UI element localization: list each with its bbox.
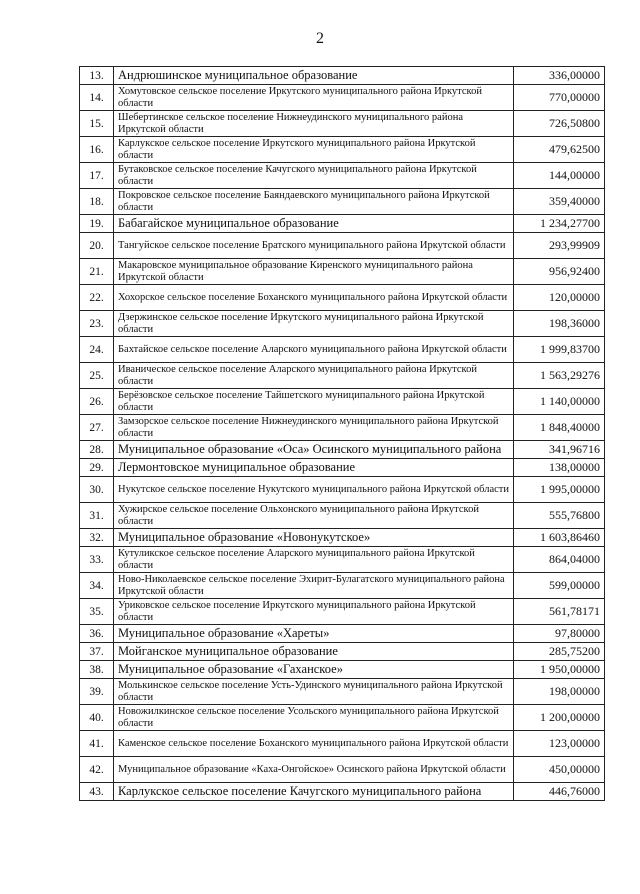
table-row — [80, 389, 605, 415]
table-row — [80, 599, 605, 625]
row-number-cell: 23. — [80, 311, 114, 337]
amount-cell: 555,76800 — [514, 503, 605, 529]
municipality-name-cell: Андрюшинское муниципальное образование — [114, 67, 514, 85]
row-number-cell: 41. — [80, 731, 114, 757]
row-number-cell: 26. — [80, 389, 114, 415]
amount-cell: 1 848,40000 — [514, 415, 605, 441]
row-number-cell: 22. — [80, 285, 114, 311]
table-row — [80, 163, 605, 189]
table-row — [80, 215, 605, 233]
amount-cell: 123,00000 — [514, 731, 605, 757]
amount-cell: 1 995,00000 — [514, 477, 605, 503]
table-row — [80, 731, 605, 757]
table-row — [80, 643, 605, 661]
municipality-name-cell: Шебертинское сельское поселение Нижнеудинского муниципального района Иркутской области — [114, 111, 514, 137]
municipality-name-cell: Хужирское сельское поселение Ольхонского муниципального района Иркутской области — [114, 503, 514, 529]
row-number-cell: 18. — [80, 189, 114, 215]
table-row — [80, 285, 605, 311]
municipality-name-cell: Иваническое сельское поселение Аларского муниципального района Иркутской области — [114, 363, 514, 389]
amount-cell: 138,00000 — [514, 459, 605, 477]
municipality-name-cell: Каменское сельское поселение Боханского муниципального района Иркутской области — [114, 731, 514, 757]
amount-cell: 285,75200 — [514, 643, 605, 661]
municipality-name-cell: Муниципальное образование «Гаханское» — [114, 661, 514, 679]
table-row — [80, 233, 605, 259]
municipality-name-cell: Бутаковское сельское поселение Качугского муниципального района Иркутской области — [114, 163, 514, 189]
amount-cell: 336,00000 — [514, 67, 605, 85]
table-row — [80, 661, 605, 679]
row-number-cell: 21. — [80, 259, 114, 285]
table-row — [80, 757, 605, 783]
municipality-name-cell: Новожилкинское сельское поселение Усольского муниципального района Иркутской области — [114, 705, 514, 731]
table-row — [80, 189, 605, 215]
table-row — [80, 679, 605, 705]
amount-cell: 450,00000 — [514, 757, 605, 783]
row-number-cell: 25. — [80, 363, 114, 389]
municipality-name-cell: Нукутское сельское поселение Нукутского муниципального района Иркутской области — [114, 477, 514, 503]
municipality-name-cell: Лермонтовское муниципальное образование — [114, 459, 514, 477]
amount-cell: 1 999,83700 — [514, 337, 605, 363]
municipality-name-cell: Молькинское сельское поселение Усть-Удинского муниципального района Иркутской области — [114, 679, 514, 705]
municipality-name-cell: Бахтайское сельское поселение Аларского муниципального района Иркутской области — [114, 337, 514, 363]
table-row — [80, 415, 605, 441]
amount-cell: 1 234,27700 — [514, 215, 605, 233]
amount-cell: 1 140,00000 — [514, 389, 605, 415]
row-number-cell: 36. — [80, 625, 114, 643]
row-number-cell: 34. — [80, 573, 114, 599]
municipality-name-cell: Уриковское сельское поселение Иркутского муниципального района Иркутской области — [114, 599, 514, 625]
table-row — [80, 137, 605, 163]
row-number-cell: 16. — [80, 137, 114, 163]
row-number-cell: 20. — [80, 233, 114, 259]
row-number-cell: 19. — [80, 215, 114, 233]
amount-cell: 479,62500 — [514, 137, 605, 163]
row-number-cell: 43. — [80, 783, 114, 801]
amount-cell: 1 563,29276 — [514, 363, 605, 389]
amount-cell: 770,00000 — [514, 85, 605, 111]
row-number-cell: 24. — [80, 337, 114, 363]
amount-cell: 293,99909 — [514, 233, 605, 259]
table-row — [80, 311, 605, 337]
municipality-name-cell: Замзорское сельское поселение Нижнеудинского муниципального района Иркутской области — [114, 415, 514, 441]
municipality-name-cell: Муниципальное образование «Хареты» — [114, 625, 514, 643]
row-number-cell: 40. — [80, 705, 114, 731]
row-number-cell: 33. — [80, 547, 114, 573]
table-body — [80, 67, 605, 801]
municipality-name-cell: Муниципальное образование «Новонукутское» — [114, 529, 514, 547]
table-row — [80, 441, 605, 459]
table-row — [80, 363, 605, 389]
row-number-cell: 15. — [80, 111, 114, 137]
table-row — [80, 111, 605, 137]
table-row — [80, 529, 605, 547]
municipality-name-cell: Дзержинское сельское поселение Иркутского муниципального района Иркутской области — [114, 311, 514, 337]
amount-cell: 1 950,00000 — [514, 661, 605, 679]
municipality-name-cell: Бабагайское муниципальное образование — [114, 215, 514, 233]
row-number-cell: 30. — [80, 477, 114, 503]
municipality-name-cell: Муниципальное образование «Оса» Осинского муниципального района — [114, 441, 514, 459]
table-row — [80, 783, 605, 801]
table-row — [80, 337, 605, 363]
municipality-name-cell: Муниципальное образование «Каха-Онгойское» Осинского района Иркутской области — [114, 757, 514, 783]
table-row — [80, 459, 605, 477]
table-row — [80, 573, 605, 599]
amount-cell: 1 603,86460 — [514, 529, 605, 547]
amount-cell: 120,00000 — [514, 285, 605, 311]
row-number-cell: 37. — [80, 643, 114, 661]
row-number-cell: 35. — [80, 599, 114, 625]
row-number-cell: 31. — [80, 503, 114, 529]
table-row — [80, 477, 605, 503]
amount-cell: 956,92400 — [514, 259, 605, 285]
amount-cell: 446,76000 — [514, 783, 605, 801]
table-row — [80, 547, 605, 573]
amount-cell: 144,00000 — [514, 163, 605, 189]
allocation-table — [79, 66, 605, 801]
municipality-name-cell: Мойганское муниципальное образование — [114, 643, 514, 661]
row-number-cell: 29. — [80, 459, 114, 477]
municipality-name-cell: Ново-Николаевское сельское поселение Эхирит-Булагатского муниципального района Иркутской области — [114, 573, 514, 599]
amount-cell: 198,36000 — [514, 311, 605, 337]
page-number: 2 — [316, 30, 324, 47]
amount-cell: 1 200,00000 — [514, 705, 605, 731]
amount-cell: 359,40000 — [514, 189, 605, 215]
amount-cell: 599,00000 — [514, 573, 605, 599]
amount-cell: 97,80000 — [514, 625, 605, 643]
row-number-cell: 28. — [80, 441, 114, 459]
row-number-cell: 27. — [80, 415, 114, 441]
table-row — [80, 67, 605, 85]
amount-cell: 561,78171 — [514, 599, 605, 625]
municipality-name-cell: Тангуйское сельское поселение Братского муниципального района Иркутской области — [114, 233, 514, 259]
row-number-cell: 38. — [80, 661, 114, 679]
municipality-name-cell: Кутуликское сельское поселение Аларского муниципального района Иркутской области — [114, 547, 514, 573]
row-number-cell: 17. — [80, 163, 114, 189]
municipality-name-cell: Берёзовское сельское поселение Тайшетского муниципального района Иркутской области — [114, 389, 514, 415]
table-row — [80, 259, 605, 285]
row-number-cell: 14. — [80, 85, 114, 111]
table-row — [80, 503, 605, 529]
row-number-cell: 39. — [80, 679, 114, 705]
municipality-name-cell: Макаровское муниципальное образование Киренского муниципального района Иркутской области — [114, 259, 514, 285]
municipality-name-cell: Карлукское сельское поселение Иркутского муниципального района Иркутской области — [114, 137, 514, 163]
municipality-name-cell: Хохорское сельское поселение Боханского муниципального района Иркутской области — [114, 285, 514, 311]
row-number-cell: 42. — [80, 757, 114, 783]
table-row — [80, 705, 605, 731]
amount-cell: 341,96716 — [514, 441, 605, 459]
table-row — [80, 85, 605, 111]
amount-cell: 726,50800 — [514, 111, 605, 137]
municipality-name-cell: Карлукское сельское поселение Качугского муниципального района — [114, 783, 514, 801]
row-number-cell: 32. — [80, 529, 114, 547]
table-row — [80, 625, 605, 643]
row-number-cell: 13. — [80, 67, 114, 85]
amount-cell: 198,00000 — [514, 679, 605, 705]
municipality-name-cell: Покровское сельское поселение Баяндаевского муниципального района Иркутской области — [114, 189, 514, 215]
municipality-name-cell: Хомутовское сельское поселение Иркутского муниципального района Иркутской области — [114, 85, 514, 111]
amount-cell: 864,04000 — [514, 547, 605, 573]
